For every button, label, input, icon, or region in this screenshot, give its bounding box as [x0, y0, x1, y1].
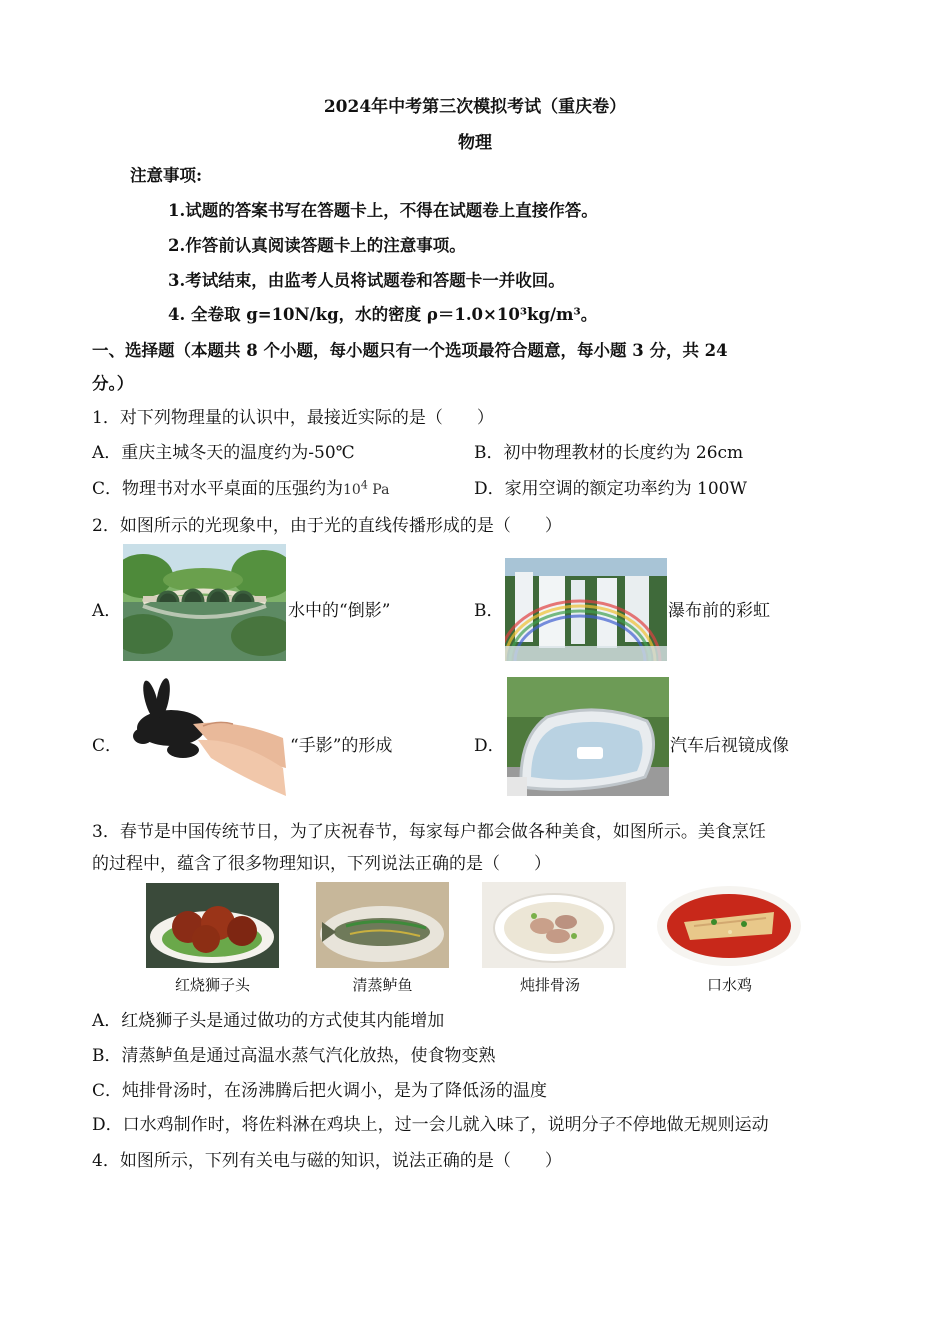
q3-option-c: C．炖排骨汤时，在汤沸腾后把火调小，是为了降低汤的温度 — [92, 1081, 548, 1101]
q1-c-base: 10 — [343, 482, 361, 498]
q3-option-d: D．口水鸡制作时，将佐料淋在鸡块上，过一会儿就入味了，说明分子不停地做无规则运动 — [92, 1115, 769, 1135]
section-heading-cont: 分。） — [92, 374, 134, 393]
q3-stem: 3．春节是中国传统节日，为了庆祝春节，每家每户都会做各种美食，如图所示。美食烹饪 — [92, 822, 766, 842]
q4-stem: 4．如图所示，下列有关电与磁的知识，说法正确的是（ ） — [92, 1151, 562, 1171]
rib-soup-dish-image — [482, 882, 626, 968]
lion-head-dish-image — [146, 883, 279, 968]
car-mirror-image — [507, 677, 669, 796]
q1-option-d: D．家用空调的额定功率约为 100W — [474, 479, 747, 499]
q2-option-c-caption: “手影”的形成 — [290, 736, 393, 756]
q3-option-b: B．清蒸鲈鱼是通过高温水蒸气汽化放热，使食物变熟 — [92, 1046, 496, 1066]
q2-option-a-caption: 水中的“倒影” — [288, 601, 391, 621]
q1-option-c-text: C．物理书对水平桌面的压强约为 — [92, 479, 344, 499]
dish-caption: 炖排骨汤 — [519, 976, 580, 994]
q2-option-d-caption: 汽车后视镜成像 — [670, 736, 789, 756]
steamed-fish-dish-image — [316, 882, 449, 968]
q1-stem: 1．对下列物理量的认识中，最接近实际的是（ ） — [92, 408, 494, 428]
q3-stem-cont: 的过程中，蕴含了很多物理知识，下列说法正确的是（ ） — [92, 854, 551, 874]
q2-stem: 2．如图所示的光现象中，由于光的直线传播形成的是（ ） — [92, 516, 562, 536]
note-item: 1.试题的答案书写在答题卡上，不得在试题卷上直接作答。 — [168, 201, 598, 220]
q1-option-b: B．初中物理教材的长度约为 26cm — [474, 443, 744, 463]
waterfall-rainbow-image — [505, 558, 667, 661]
subject-title: 物理 — [458, 133, 492, 153]
note-item: 4. 全卷取 g=10N/kg，水的密度 ρ＝1.0×10³kg/m³。 — [168, 305, 598, 324]
bridge-reflection-image — [123, 544, 286, 661]
q1-option-c-value — [343, 478, 390, 498]
q2-option-b-letter: B． — [474, 601, 504, 621]
q2-option-d-letter: D． — [474, 736, 505, 756]
q2-option-c-letter: C． — [92, 736, 123, 756]
q2-option-b-caption: 瀑布前的彩虹 — [668, 601, 770, 621]
dish-caption: 红烧狮子头 — [174, 976, 250, 994]
q2-option-a-letter: A． — [92, 601, 122, 621]
hand-shadow-image — [123, 678, 286, 796]
q3-option-a: A．红烧狮子头是通过做功的方式使其内能增加 — [92, 1011, 445, 1031]
q1-option-c — [92, 474, 389, 499]
q1-c-exp: 4 — [360, 478, 368, 492]
section-heading: 一、选择题（本题共 8 个小题，每小题只有一个选项最符合题意，每小题 3 分，共 24 — [92, 341, 728, 360]
q1-option-a: A．重庆主城冬天的温度约为-50℃ — [92, 443, 355, 463]
saliva-chicken-dish-image — [654, 882, 805, 969]
exam-title: 2024年中考第三次模拟考试（重庆卷） — [323, 97, 627, 117]
note-item: 2.作答前认真阅读答题卡上的注意事项。 — [168, 236, 466, 255]
notes-heading: 注意事项: — [130, 166, 203, 185]
dish-caption: 口水鸡 — [706, 976, 752, 994]
q1-c-unit: Pa — [367, 482, 390, 498]
note-item: 3.考试结束，由监考人员将试题卷和答题卡一并收回。 — [168, 271, 565, 290]
dish-caption: 清蒸鲈鱼 — [352, 976, 413, 994]
